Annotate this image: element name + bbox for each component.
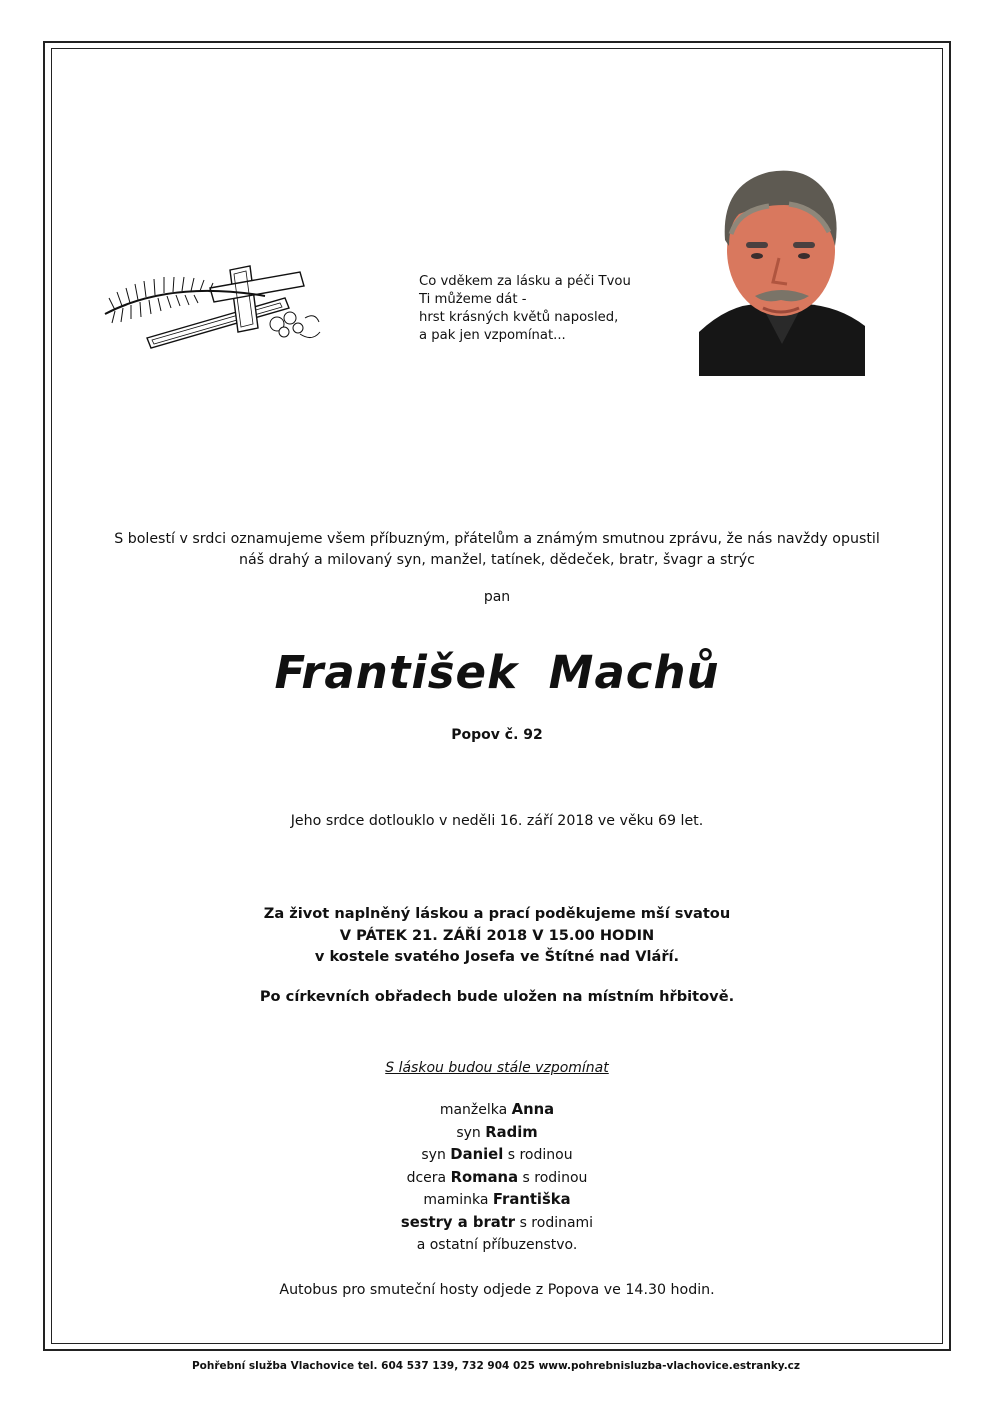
footer-contact: Pohřební služba Vlachovice tel. 604 537 139, 732 904 025 www.pohrebnisluzba-vlachovice.estranky.cz — [191, 1360, 801, 1372]
deceased-address: Popov č. 92 — [451, 727, 543, 743]
portrait-photo — [699, 154, 865, 376]
burial-notice: Po církevních obřadech bude uložen na místním hřbitově. — [259, 988, 735, 1005]
poem — [419, 273, 679, 345]
list-item: sestry a bratr s rodinami — [400, 1213, 594, 1231]
list-item: syn Radim — [456, 1123, 538, 1141]
announcement-line-1: S bolestí v srdci oznamujeme všem příbuzným, přátelům a známým smutnou zprávu, že nás navždy opustil — [114, 531, 880, 547]
mourners-title: S láskou budou stále vzpomínat — [385, 1060, 609, 1076]
list-item: manželka Anna — [439, 1101, 555, 1118]
honorific: pan — [483, 589, 511, 605]
ceremony-line-3: v kostele svatého Josefa ve Štítné nad Vláří. — [314, 948, 680, 965]
poem-line: Ti můžeme dát - — [419, 292, 527, 307]
ceremony-details — [52, 903, 942, 968]
list-item: maminka Františka — [423, 1191, 571, 1209]
list-item: a ostatní příbuzenstvo. — [416, 1236, 578, 1253]
announcement-text — [52, 529, 942, 571]
poem-line: Co vděkem za lásku a péči Tvou — [419, 274, 631, 289]
list-item: syn Daniel s rodinou — [421, 1146, 573, 1164]
announcement-line-2: náš drahý a milovaný syn, manžel, tatínek, dědeček, bratr, švagr a strýc — [239, 552, 755, 568]
death-notice: Jeho srdce dotlouklo v neděli 16. září 2018 ve věku 69 let. — [290, 813, 704, 829]
mourners-list — [52, 1099, 942, 1256]
poem-line: hrst krásných květů naposled, — [419, 310, 619, 325]
ceremony-line-1: Za život naplněný láskou a prací poděkujeme mší svatou — [263, 905, 731, 922]
cross-with-palm-icon — [100, 258, 325, 350]
ceremony-line-2: V PÁTEK 21. ZÁŘÍ 2018 V 15.00 HODIN — [339, 926, 655, 944]
list-item: dcera Romana s rodinou — [406, 1168, 588, 1186]
bus-notice: Autobus pro smuteční hosty odjede z Popova ve 14.30 hodin. — [279, 1282, 715, 1298]
deceased-name: František Machů — [274, 646, 720, 699]
poem-line: a pak jen vzpomínat... — [419, 328, 566, 343]
